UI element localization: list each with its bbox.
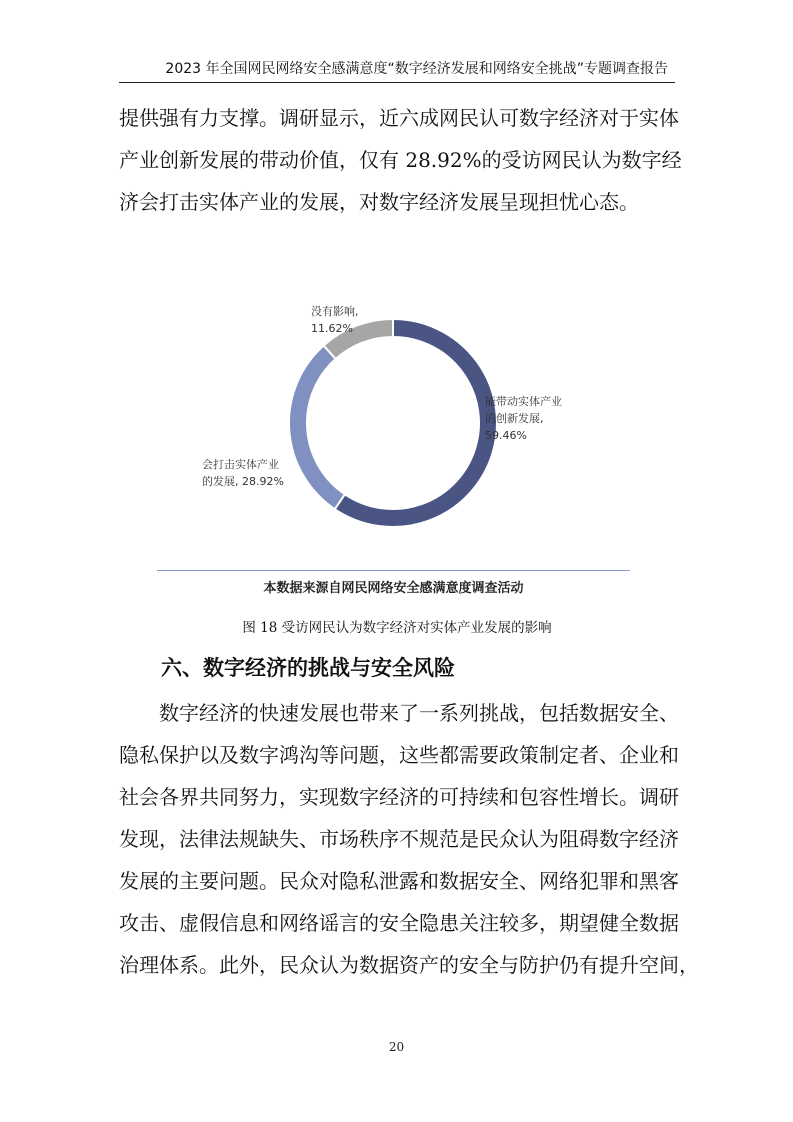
source-divider: [157, 570, 630, 571]
donut-slice-0: [335, 319, 497, 527]
paragraph-line: 治理体系。此外，民众认为数据资产的安全与防护仍有提升空间，: [119, 953, 699, 977]
page-header-title: 2023 年全国网民网络安全感满意度“数字经济发展和网络安全挑战”专题调查报告: [165, 61, 668, 77]
donut-chart: [133, 238, 658, 600]
body-paragraph-2: [119, 692, 699, 986]
donut-slice-1: [289, 346, 345, 510]
page-header-rule: [119, 82, 675, 83]
slice-label-line: 没有影响,: [311, 305, 359, 318]
slice-label-line: 59.46%: [485, 429, 527, 442]
paragraph-line: 数字经济的快速发展也带来了一系列挑战，包括数据安全、: [119, 701, 679, 725]
paragraph-line: 产业创新发展的带动价值，仅有 28.92%的受访网民认为数字经: [119, 148, 682, 172]
paragraph-line: 发现，法律法规缺失、市场秩序不规范是民众认为阻碍数字经济: [119, 827, 679, 851]
paragraph-line: 隐私保护以及数字鸿沟等问题，这些都需要政策制定者、企业和: [119, 743, 679, 767]
figure-caption: 图 18 受访网民认为数字经济对实体产业发展的影响: [242, 620, 552, 636]
slice-label-drive-innovation: [485, 393, 562, 444]
paragraph-line: 社会各界共同努力，实现数字经济的可持续和包容性增长。调研: [119, 785, 679, 809]
slice-label-line: 的发展, 28.92%: [202, 475, 284, 488]
slice-label-line: 的创新发展,: [485, 412, 544, 425]
donut-chart-svg: [133, 238, 658, 600]
page-number: 20: [388, 1040, 405, 1054]
slice-label-line: 11.62%: [311, 322, 353, 335]
paragraph-line: 发展的主要问题。民众对隐私泄露和数据安全、网络犯罪和黑客: [119, 869, 679, 893]
slice-label-hit-industry: [202, 456, 284, 490]
paragraph-line: 提供强有力支撑。调研显示，近六成网民认可数字经济对于实体: [119, 106, 679, 130]
paragraph-line: 攻击、虚假信息和网络谣言的安全隐患关注较多，期望健全数据: [119, 911, 679, 935]
paragraph-line: 济会打击实体产业的发展，对数字经济发展呈现担忧心态。: [119, 190, 639, 214]
chart-source-note: 本数据来源自网民网络安全感满意度调查活动: [263, 581, 524, 596]
body-paragraph-1: [119, 97, 682, 223]
slice-label-line: 能带动实体产业: [485, 395, 562, 408]
slice-label-line: 会打击实体产业: [202, 458, 279, 471]
slice-label-no-effect: [311, 303, 359, 337]
section-heading: 六、数字经济的挑战与安全风险: [161, 656, 455, 680]
